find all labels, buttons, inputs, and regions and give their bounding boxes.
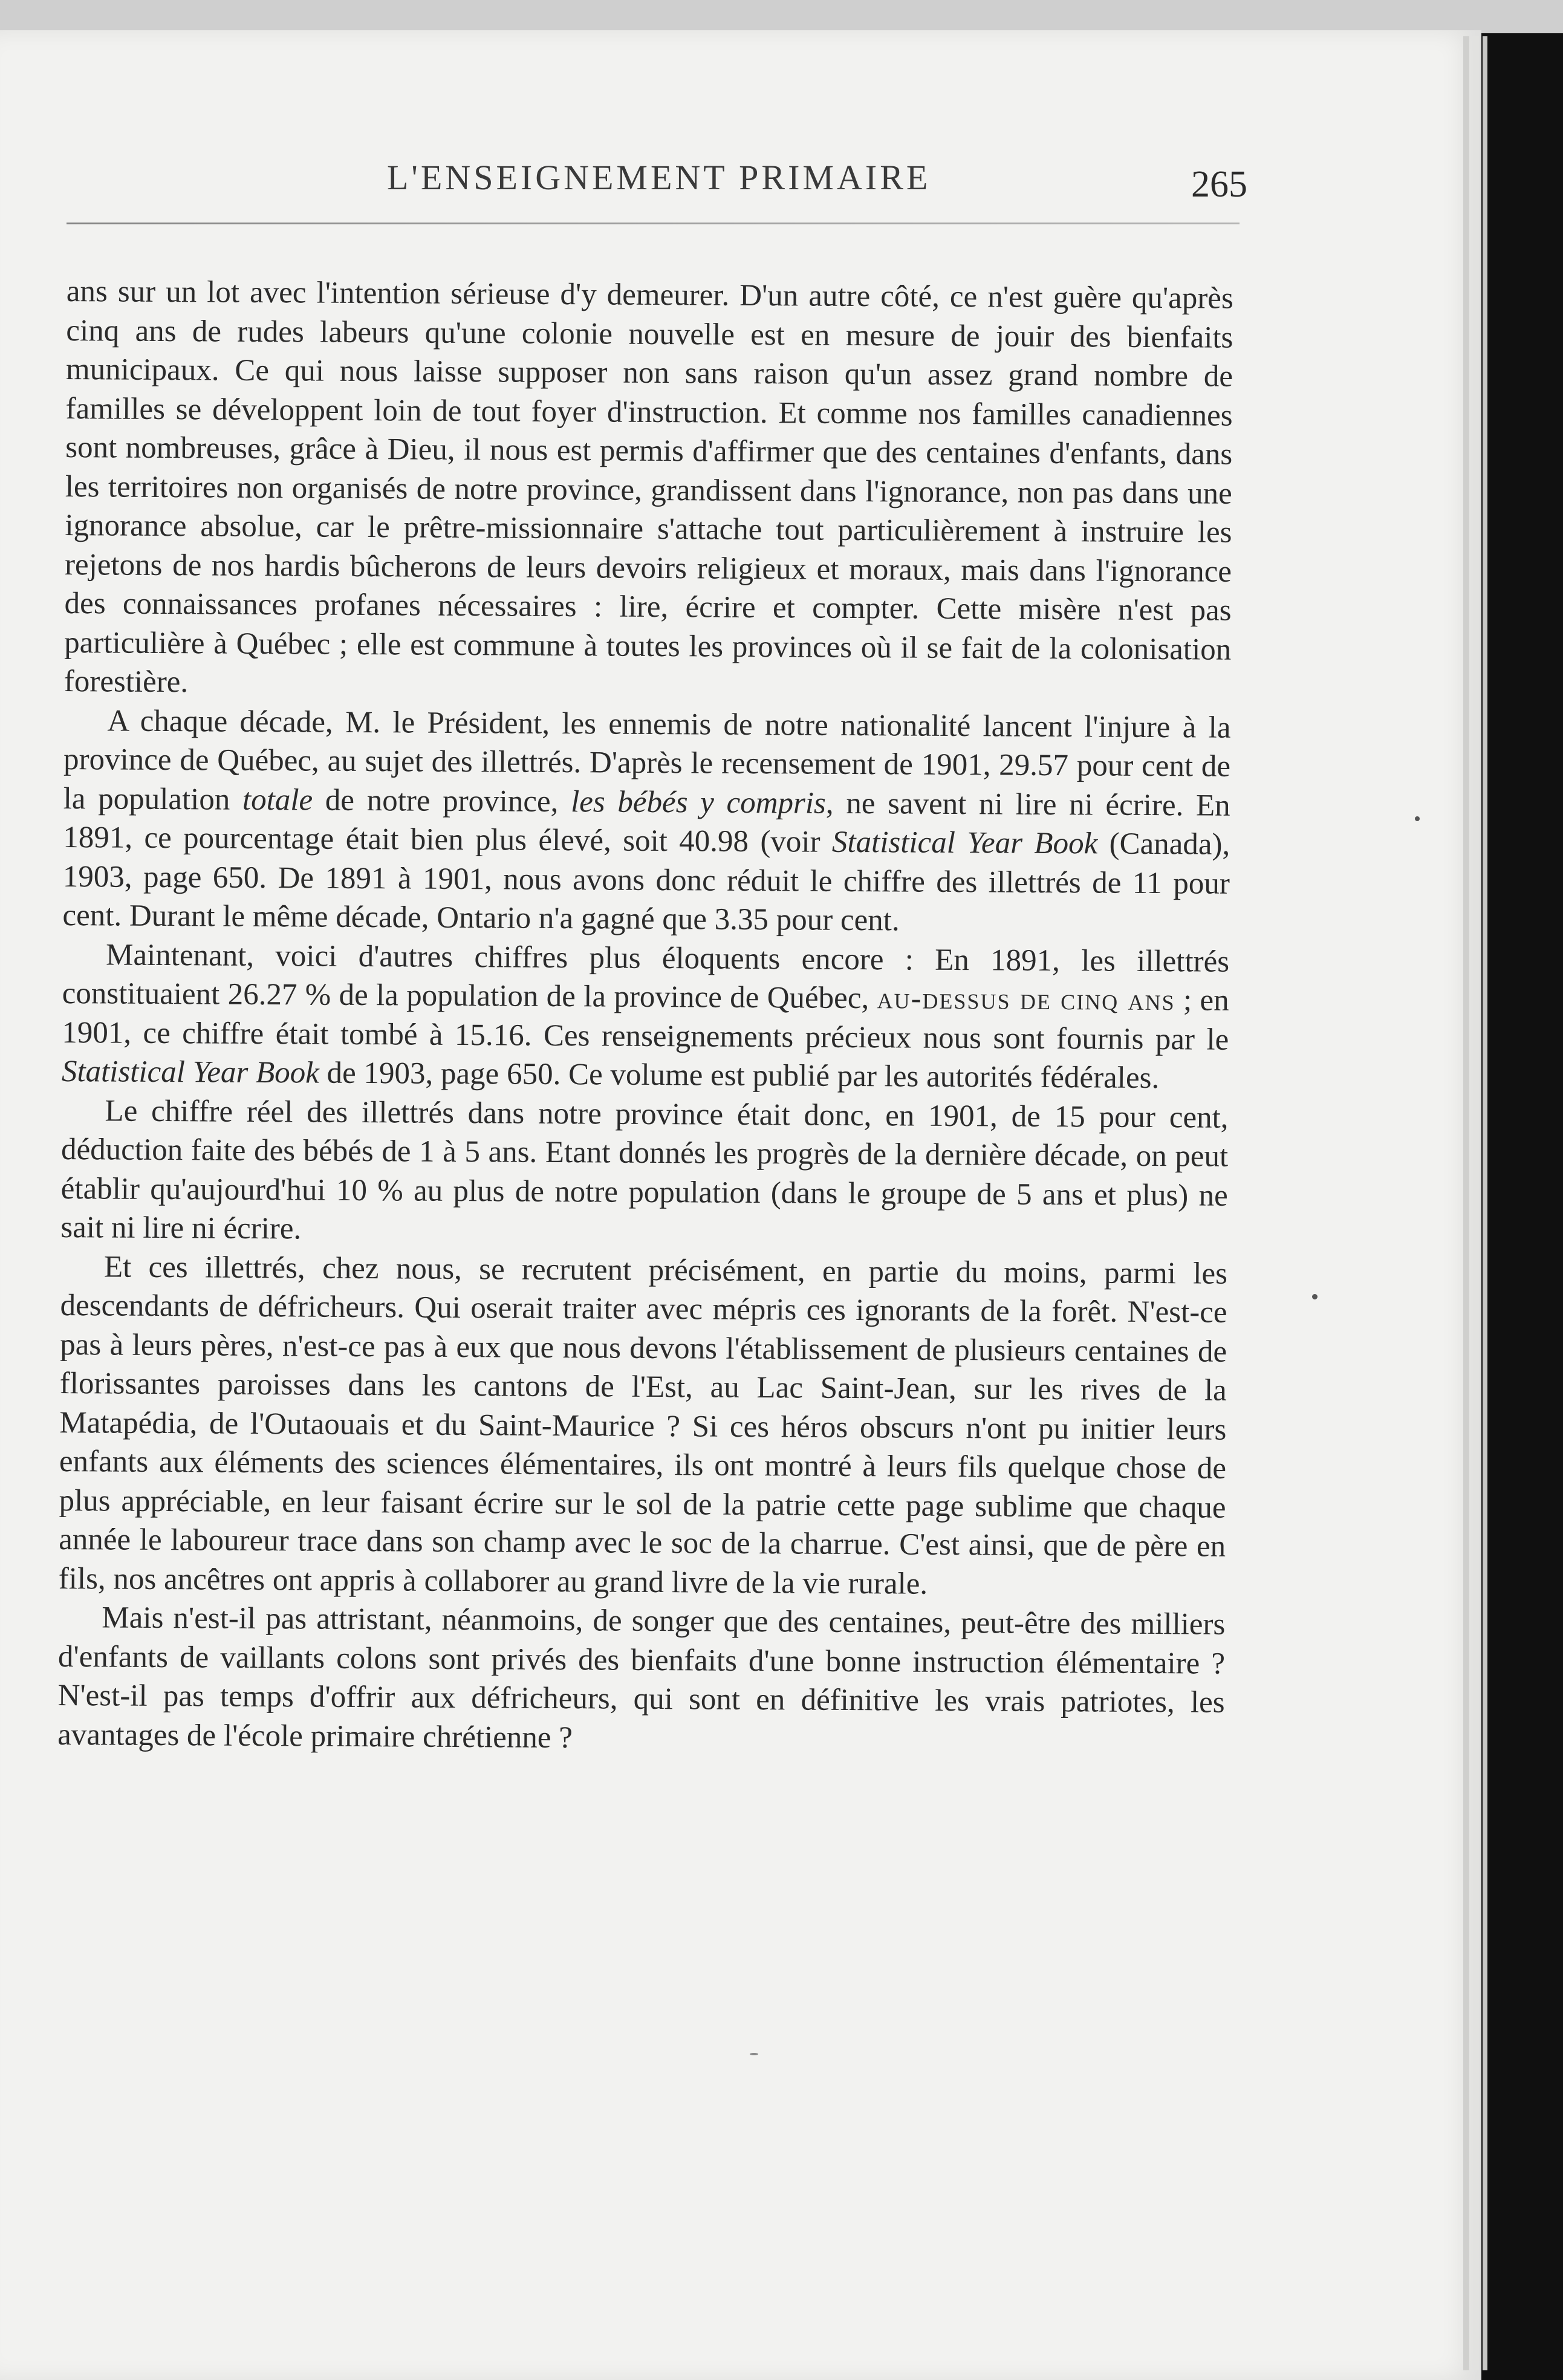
running-head (67, 157, 1246, 212)
body-text (57, 272, 1233, 1761)
page-edge (1473, 36, 1479, 2370)
paragraph (64, 272, 1233, 708)
text-run: ans sur un lot avec l'intention sérieuse d'y demeurer. D'un autre côté, ce n'est guère qu'après cinq ans de rudes labeurs qu'une colonie nouvelle est en mesure de jouir des bienfaits municipaux. Ce qui nous laisse supposer non sans raison qu'un assez grand nombre de familles se développent loin de tout foyer d'instruction. Et comme nos familles canadiennes sont nombreuses, grâce à Dieu, il nous est permis d'affirmer que des centaines d'enfants, dans les territoires non organisés de notre province, grandissent dans l'ignorance, non pas dans une ignorance absolue, car le prêtre-missionnaire s'attache tout particulièrement à instruire les rejetons de nos hardis bûcherons de leurs devoirs religieux et moraux, mais dans l'ignorance des connaissances profanes nécessaires : lire, écrire et compter. Cette misère n'est pas particulière à Québec ; elle est commune à toutes les provinces où il se fait de la colonisation forestière. (63, 274, 1233, 700)
text-run: de notre province, (313, 783, 571, 819)
running-head-title: L'ENSEIGNEMENT PRIMAIRE (387, 158, 931, 197)
book-page (0, 30, 1481, 2380)
paragraph (60, 1091, 1229, 1254)
scanner-bed-strip (0, 0, 1563, 33)
paragraph (59, 1247, 1228, 1605)
dust-speck (750, 2053, 758, 2055)
text-run: ; en 1901, ce chiffre était tombé à 15.16. Ces renseignements précieux nous sont fournis par le (62, 983, 1229, 1057)
text-run: (Canada), 1903, page 650. De 1891 à 1901, nous avons donc réduit le chiffre des illettrés de 11 pour cent. Durant le même décade, Ontario n'a gagné que 3.35 pour cent. (62, 827, 1230, 938)
dust-speck (1312, 1294, 1318, 1299)
page-number: 265 (1191, 164, 1247, 205)
italic-text: Statistical Year Book (831, 825, 1098, 861)
page-edge (1463, 36, 1469, 2370)
smallcaps-text: au-dessus de cinq ans (877, 981, 1175, 1018)
paragraph (62, 701, 1230, 942)
page-edge (1483, 36, 1487, 2370)
text-run: Et ces illettrés, chez nous, se recrutent précisément, en partie du moins, parmi les descendants de défricheurs. Qui oserait traiter avec mépris ces ignorants de la forêt. N'est-ce pas à leurs pères, n'est-ce pas à eux que nous devons l'établissement de plusieurs centaines de florissantes paroisses dans les cantons de l'Est, au Lac Saint-Jean, sur les rives de la Matapédia, de l'Outaouais et du Saint-Maurice ? Si ces héros obscurs n'ont pu initier leurs enfants aux éléments des sciences élémentaires, ils ont montré à leurs fils quelque chose de plus appréciable, en leur faisant écrire sur le sol de la patrie cette page sublime que chaque année le laboureur trace dans son champ avec le soc de la charrue. C'est ainsi, que de père en fils, nos ancêtres ont appris à collaborer au grand livre de la vie rurale. (58, 1249, 1228, 1601)
italic-text: totale (242, 782, 313, 818)
text-run: Mais n'est-il pas attristant, néanmoins, de songer que des centaines, peut-être des milliers d'enfants de vaillants colons sont privés des bienfaits d'une bonne instruction élémentaire ? N'est-il pas temps d'offrir aux défricheurs, qui sont en définitive les vrais patriotes, les avantages de l'école primaire chrétienne ? (57, 1601, 1226, 1755)
italic-text: les bébés y compris (570, 784, 827, 821)
header-rule (67, 223, 1240, 224)
dust-speck (1415, 816, 1420, 821)
paragraph (57, 1598, 1226, 1761)
paragraph (62, 935, 1230, 1098)
text-run: , ne savent ni lire ni écrire. En 1891, ce pourcentage était bien plus élevé, soit 40.98 (voir (63, 786, 1230, 859)
text-run: de 1903, page 650. Ce volume est publié par les autorités fédérales. (319, 1056, 1160, 1096)
text-run: A chaque décade, M. le Président, les ennemis de notre nationalité lancent l'injure à la province de Québec, au sujet des illettrés. D'après le recensement de 1901, 29.57 pour cent de la population (63, 703, 1231, 817)
text-run: Le chiffre réel des illettrés dans notre province était donc, en 1901, de 15 pour cent, déduction faite des bébés de 1 à 5 ans. Etant donnés les progrès de la dernière décade, on peut établir qu'aujourd'hui 10 % au plus de notre population (dans le groupe de 5 ans et plus) ne sait ni lire ni écrire. (60, 1093, 1229, 1246)
italic-text: Statistical Year Book (61, 1054, 320, 1090)
text-run: Maintenant, voici d'autres chiffres plus éloquents encore : En 1891, les illettrés constituaient 26.27 % de la population de la province de Québec, (62, 937, 1230, 1016)
